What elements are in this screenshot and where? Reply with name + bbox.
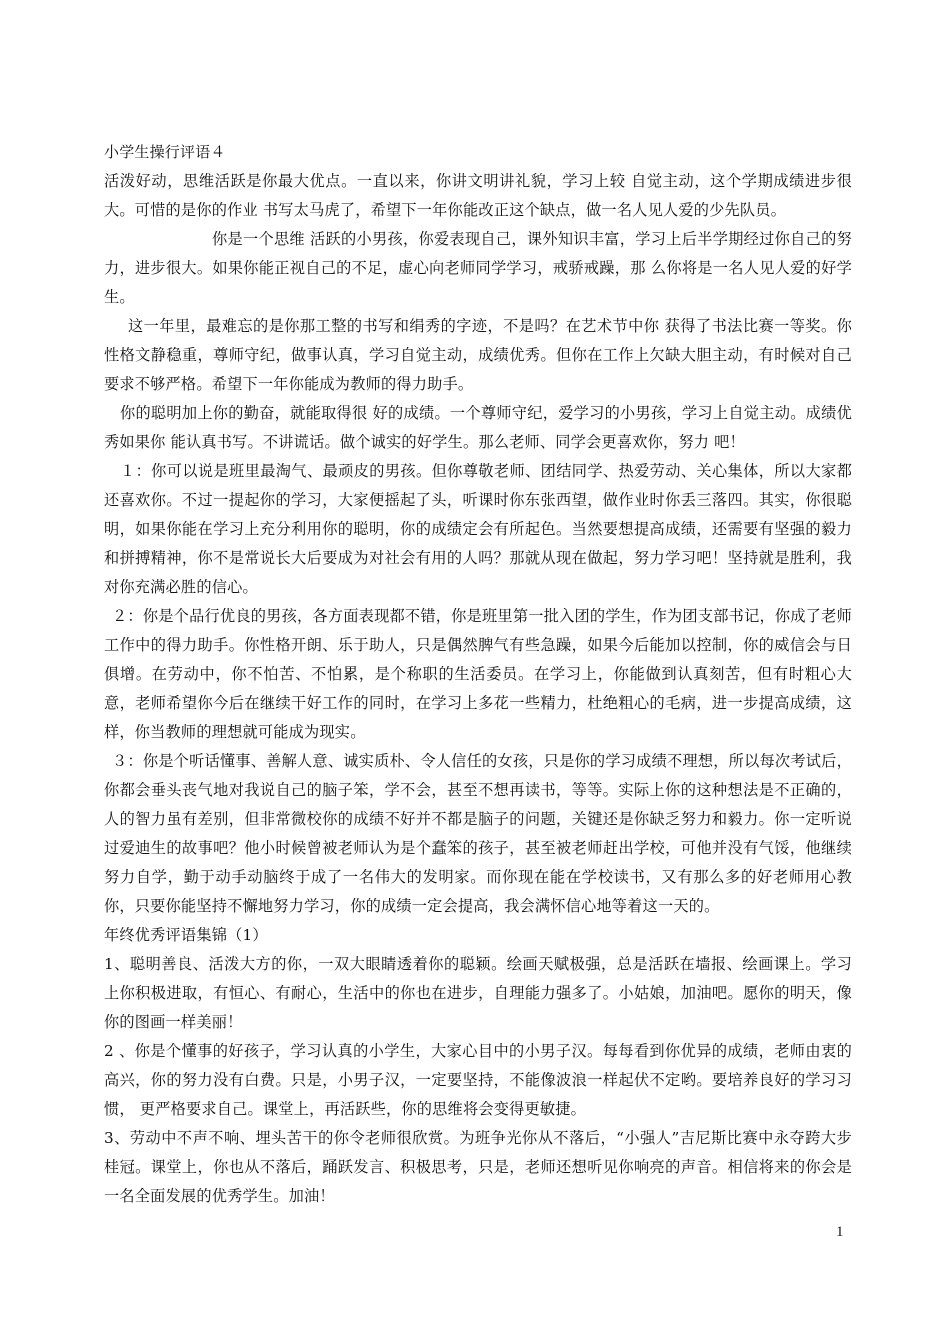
paragraph: 3、劳动中不声不响、埋头苦干的你令老师很欣赏。为班争光你从不落后，“小强人”吉尼斯比赛中永夺跨大步桂冠。课堂上，你也从不落后，踊跃发言、积极思考，只是，老师还想听见你响亮的声音。相信将来的你会是一名全面发展的优秀学生。加油！ — [104, 1129, 852, 1205]
section-heading: 年终优秀评语集锦（1） — [104, 926, 268, 944]
paragraph: 活泼好动，思维活跃是你最大优点。一直以来，你讲文明讲礼貌，学习上较 自觉主动，这个学期成绩进步很大。可惜的是你的作业 书写太马虎了，希望下一年你能改正这个缺点，做一名人见人爱的少先队员。 — [104, 172, 852, 219]
paragraph: 2 、你是个懂事的好孩子，学习认真的小学生，大家心目中的小男子汉。每每看到你优异的成绩，老师由衷的高兴，你的努力没有白费。只是，小男子汉，一定要坚持，不能像波浪一样起伏不定哟。要培养良好的学习习惯， 更严格要求自己。课堂上，再活跃些，你的思维将会变得更敏捷。 — [104, 1042, 852, 1118]
document-body — [104, 138, 852, 1211]
page-number: 1 — [836, 1224, 844, 1240]
paragraph: １：你可以说是班里最淘气、最顽皮的男孩。但你尊敬老师、团结同学、热爱劳动、关心集体，所以大家都还喜欢你。不过一提起你的学习，大家便摇起了头，听课时你东张西望，做作业时你丢三落四。其实，你很聪明，如果你能在学习上充分利用你的聪明，你的成绩定会有所起色。当然要想提高成绩，还需要有坚强的毅力和拼搏精神，你不是常说长大后要成为对社会有用的人吗？那就从现在做起，努力学习吧！坚持就是胜利，我对你充满必胜的信心。 — [104, 462, 852, 596]
paragraph: 你是一个思维 活跃的小男孩，你爱表现自己，课外知识丰富，学习上后半学期经过你自己的努 力，进步很大。如果你能正视自己的不足，虚心向老师同学学习，戒骄戒躁，那 么你将是一名人见人爱的好学生。 — [104, 230, 852, 306]
paragraph: 你的聪明加上你的勤奋，就能取得很 好的成绩。一个尊师守纪，爱学习的小男孩，学习上自觉主动。成绩优秀如果你 能认真书写。不讲谎话。做个诚实的好学生。那么老师、同学会更喜欢你，努力 吧！ — [104, 404, 852, 451]
paragraph: ２：你是个品行优良的男孩，各方面表现都不错，你是班里第一批入团的学生，作为团支部书记，你成了老师工作中的得力助手。你性格开朗、乐于助人，只是偶然脾气有些急躁，如果今后能加以控制，你的威信会与日俱增。在劳动中，你不怕苦、不怕累，是个称职的生活委员。在学习上，你能做到认真刻苦，但有时粗心大意，老师希望你今后在继续干好工作的同时，在学习上多花一些精力，杜绝粗心的毛病，进一步提高成绩，这样，你当教师的理想就可能成为现实。 — [104, 607, 852, 741]
paragraph: ３：你是个听话懂事、善解人意、诚实质朴、令人信任的女孩，只是你的学习成绩不理想，所以每次考试后，你都会垂头丧气地对我说自己的脑子笨，学不会，甚至不想再读书，等等。实际上你的这种想法是不正确的，人的智力虽有差别，但非常微校你的成绩不好并不都是脑子的问题，关键还是你缺乏努力和毅力。你一定听说过爱迪生的故事吧？他小时候曾被老师认为是个蠢笨的孩子，甚至被老师赶出学校，可他并没有气馁，他继续努力自学，勤于动手动脑终于成了一名伟大的发明家。而你现在能在学校读书，又有那么多的好老师用心教你，只要你能坚持不懈地努力学习，你的成绩一定会提高，我会满怀信心地等着这一天的。 — [104, 752, 852, 915]
paragraph: 1、聪明善良、活泼大方的你，一双大眼睛透着你的聪颖。绘画天赋极强，总是活跃在墙报、绘画课上。学习上你积极进取，有恒心、有耐心，生活中的你也在进步，自理能力强多了。小姑娘，加油吧。愿你的明天，像你的图画一样美丽！ — [104, 955, 852, 1031]
document-title: 小学生操行评语４ — [104, 143, 226, 161]
paragraph: 这一年里，最难忘的是你那工整的书写和绢秀的字迹，不是吗？在艺术节中你 获得了书法比赛一等奖。你性格文静稳重，尊师守纪，做事认真，学习自觉主动，成绩优秀。但你在工作上欠缺大胆主动，有时候对自己要求不够严格。希望下一年你能成为教师的得力助手。 — [104, 317, 852, 393]
